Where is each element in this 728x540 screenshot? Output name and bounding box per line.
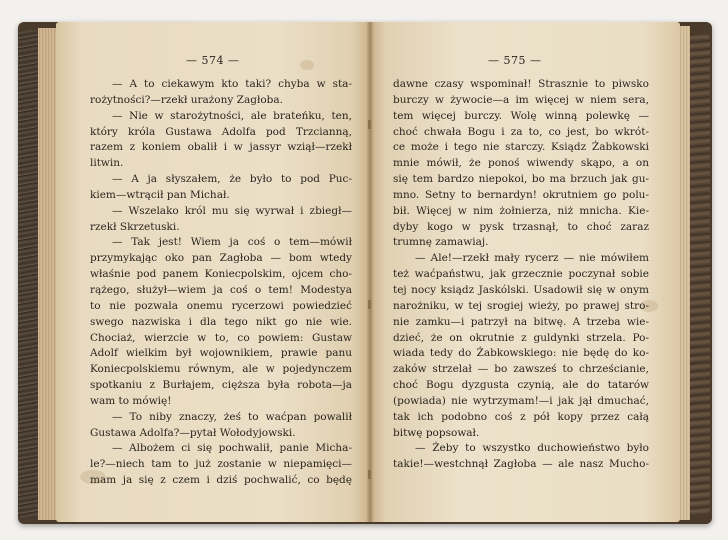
text-line: — Albożem ci się pochwalił, panie Micha- (112, 442, 352, 455)
text-line: który króla Gustawa Adolfa pod Trzcianną, (90, 125, 352, 138)
binding-stitch (368, 120, 371, 129)
text-line: takie!—westchnął Zagłoba — ale nasz Mucho- (393, 458, 649, 471)
book-cover-right (688, 34, 710, 514)
text-line: Koniecpolskiemu równym, ale w pojedynczem (90, 363, 352, 376)
text-line: wam to mówię! (90, 394, 172, 407)
text-line: — A to ciekawym kto taki? chyba w sta- (112, 78, 352, 90)
text-line: — To niby znaczy, żeś to waćpan powalił (112, 410, 352, 423)
binding-stitch (368, 300, 371, 309)
text-line: to nie pozwala onemu rycerzowi powiedzieć (90, 299, 352, 312)
text-line: rzekł Skrzetuski. (90, 220, 180, 233)
text-line: mam ja się z czem i dziś pochwalić, co będę (90, 474, 352, 487)
foxing-spot (300, 60, 314, 70)
text-line: rożytności?—rzekł urażony Zagłoba. (90, 93, 283, 106)
right-page-number: — 575 — (488, 54, 542, 67)
text-line: mnie mówił, że ponoś wiwendy skąpo, a on (393, 157, 649, 170)
book-gutter (366, 22, 374, 522)
text-line: — Nie w starożytności, ale brateńku, ten, (112, 109, 352, 122)
book-spine-left (18, 30, 40, 518)
left-page-text (90, 77, 352, 489)
text-line: Gustawa Adolfa?—pytał Wołodyjowski. (90, 426, 296, 439)
text-line: — Żeby to wszystko duchowieństwo było (415, 442, 649, 455)
text-line: tej nocy ksiądz Jaskólski. Usadowił się w onym (393, 283, 649, 296)
text-line: Adolf wielkim był wojownikiem, prawie panu (90, 347, 352, 360)
text-line: razem z koniem obalił i w jassyr wziął—rzekł (90, 141, 352, 154)
text-line: tak ich podobno coś z pół kopy przez całą (393, 410, 649, 423)
text-line: swego nazwiska i dla tego nikt go nie wie. (90, 315, 352, 328)
text-line: bił. Więcej w nim żołnierza, niż mnicha. Kie- (393, 204, 649, 217)
text-line: choć Bogu dyzgusta czynią, ale do tatarów (393, 379, 649, 392)
text-line: dawne czasy wspominał! Strasznie to piwsko (393, 78, 649, 90)
text-line: Chociaż, wierzcie w to, co powiem: Gustaw (90, 331, 352, 344)
page-edges-left (38, 28, 58, 520)
text-line: ce może i tego nie starczy. Ksiądz Żabkowski (393, 141, 649, 154)
text-line: choć chwała Bogu i za to, co jest, bo wkrót- (393, 125, 649, 138)
text-line: też waćpaństwu, jak grzecznie poczynał sobie (393, 268, 649, 281)
text-line: bitwę popsował. (393, 426, 480, 439)
text-line: przymykając oko pan Zagłoba — bom wtedy (90, 252, 352, 265)
text-line: trumnę zamawiaj. (393, 236, 489, 249)
text-line: dyby kogo w pysk trzasnął, to choć zaraz (393, 220, 649, 233)
text-line: — Tak jest! Wiem ja coś o tem—mówił (112, 236, 352, 249)
text-line: le?—niech tam to już zostanie w niepamięci— (90, 458, 352, 471)
text-line: dzieć, że on okrutnie z guldynki strzela. Po- (393, 331, 649, 344)
text-line: — Ale!—rzekł mały rycerz — nie mówiłem (415, 252, 649, 265)
text-line: mno. Setny to bernardyn! okrutniem go polu- (393, 188, 649, 201)
right-page-text (393, 77, 649, 473)
text-line: nie zamku—i patrzył na bitwę. A trzeba wie- (393, 315, 649, 328)
text-line: właśnie pod panem Koniecpolskim, ojcem cho- (90, 268, 352, 281)
text-line: narożniku, w tej srogiej wieży, po prawej stro- (393, 299, 649, 312)
text-line: burczy w żywocie—a im więcej w niem sera, (393, 93, 649, 106)
binding-stitch (368, 470, 371, 479)
text-line: litwin. (90, 157, 124, 170)
text-line: rążego, służył—wiem ja coś o tem! Modestya (90, 283, 352, 296)
text-line: (powiada) nie wytrzymam!—i jak jął dmuchać, (393, 394, 649, 407)
text-line: się tem bardzo niepokoi, bo ma brzuch jak gu- (393, 173, 649, 186)
left-page-number: — 574 — (186, 54, 240, 67)
text-line: kiem—wtrącił pan Michał. (90, 188, 230, 201)
text-line: zaków strzelał — bo zawsześ to chrześcianie, (393, 363, 649, 376)
text-line: — A ja słyszałem, że było to pod Puc- (112, 173, 352, 186)
text-line: — Wszelako król mu się wyrwał i zbiegł— (112, 204, 352, 217)
text-line: wiada tedy do Żabkowskiego: nie będę do ko- (393, 347, 649, 360)
text-line: spotkaniu z Burłajem, cięższa była robota—ja (90, 379, 352, 392)
text-line: tem więcej burczy. Wolę winną polewkę — (393, 109, 649, 122)
